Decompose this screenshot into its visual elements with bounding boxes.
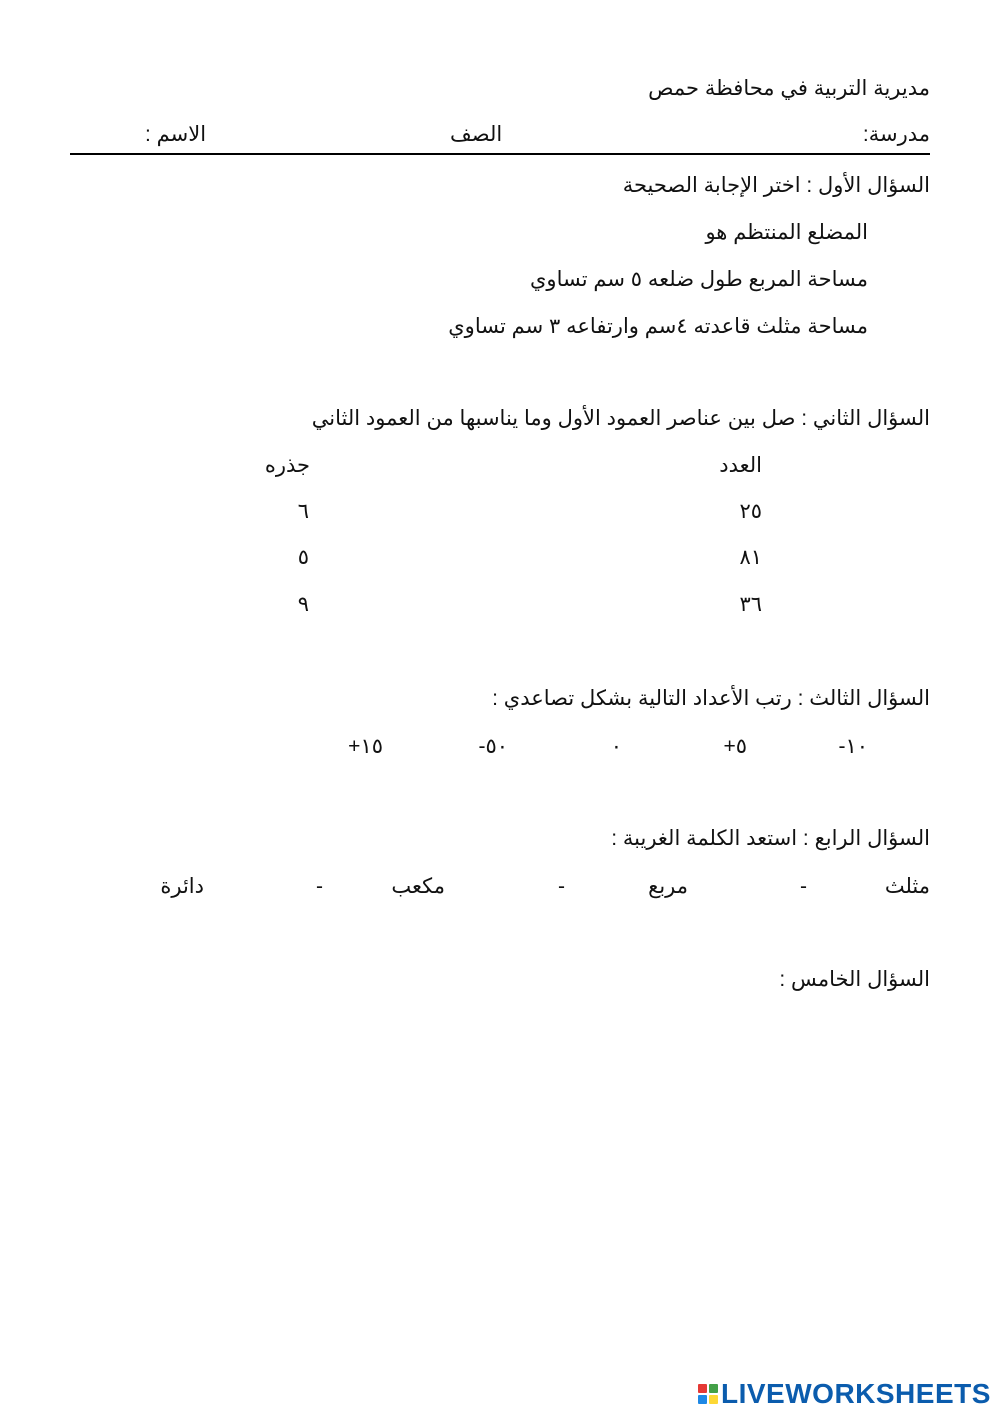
q2-title: السؤال الثاني : صل بين عناصر العمود الأول وما يناسبها من العمود الثاني: [311, 407, 930, 430]
q2-col2-header: جذره: [264, 454, 310, 477]
class-label: الصف: [450, 123, 503, 146]
logo-blocks-icon: [698, 1384, 718, 1404]
q1-item: مساحة مثلث قاعدته ٤سم وارتفاعه ٣ سم تساوي: [448, 315, 868, 338]
q4-word: مثلث: [884, 875, 930, 898]
q4-word: مكعب: [391, 875, 445, 898]
q3-number: ٠: [610, 735, 622, 758]
q1-title: السؤال الأول : اختر الإجابة الصحيحة: [622, 174, 930, 197]
directorate-title: مديرية التربية في محافظة حمص: [648, 77, 930, 100]
q4-separator: -: [316, 875, 323, 898]
q4-title: السؤال الرابع : استعد الكلمة الغريبة :: [611, 827, 930, 850]
q1-item: مساحة المربع طول ضلعه ٥ سم تساوي: [529, 268, 868, 291]
q2-col1-item: ٣٦: [739, 593, 762, 616]
q4-separator: -: [558, 875, 565, 898]
q5-title: السؤال الخامس :: [779, 968, 930, 991]
q4-separator: -: [800, 875, 807, 898]
logo-text: LIVEWORKSHEETS: [721, 1378, 991, 1409]
q2-col2-item: ٦: [297, 500, 309, 523]
q2-col1-item: ٨١: [739, 546, 762, 569]
q1-item: المضلع المنتظم هو: [705, 221, 868, 244]
q3-number: ١٥+: [348, 735, 383, 758]
q3-title: السؤال الثالث : رتب الأعداد التالية بشكل تصاعدي :: [492, 687, 930, 710]
school-label: مدرسة:: [862, 123, 930, 146]
q3-number: ١٠-: [838, 735, 868, 758]
q3-number: ٥+: [723, 735, 747, 758]
q4-word: مربع: [648, 875, 688, 898]
q2-col2-item: ٩: [297, 593, 309, 616]
header-divider: [70, 153, 930, 155]
q2-col1-item: ٢٥: [739, 500, 762, 523]
q4-word: دائرة: [160, 875, 204, 898]
liveworksheets-logo: [698, 1380, 991, 1408]
q3-number: ٥٠-: [478, 735, 508, 758]
name-label: الاسم :: [145, 123, 207, 146]
q2-col2-item: ٥: [297, 546, 309, 569]
q2-col1-header: العدد: [719, 454, 762, 477]
